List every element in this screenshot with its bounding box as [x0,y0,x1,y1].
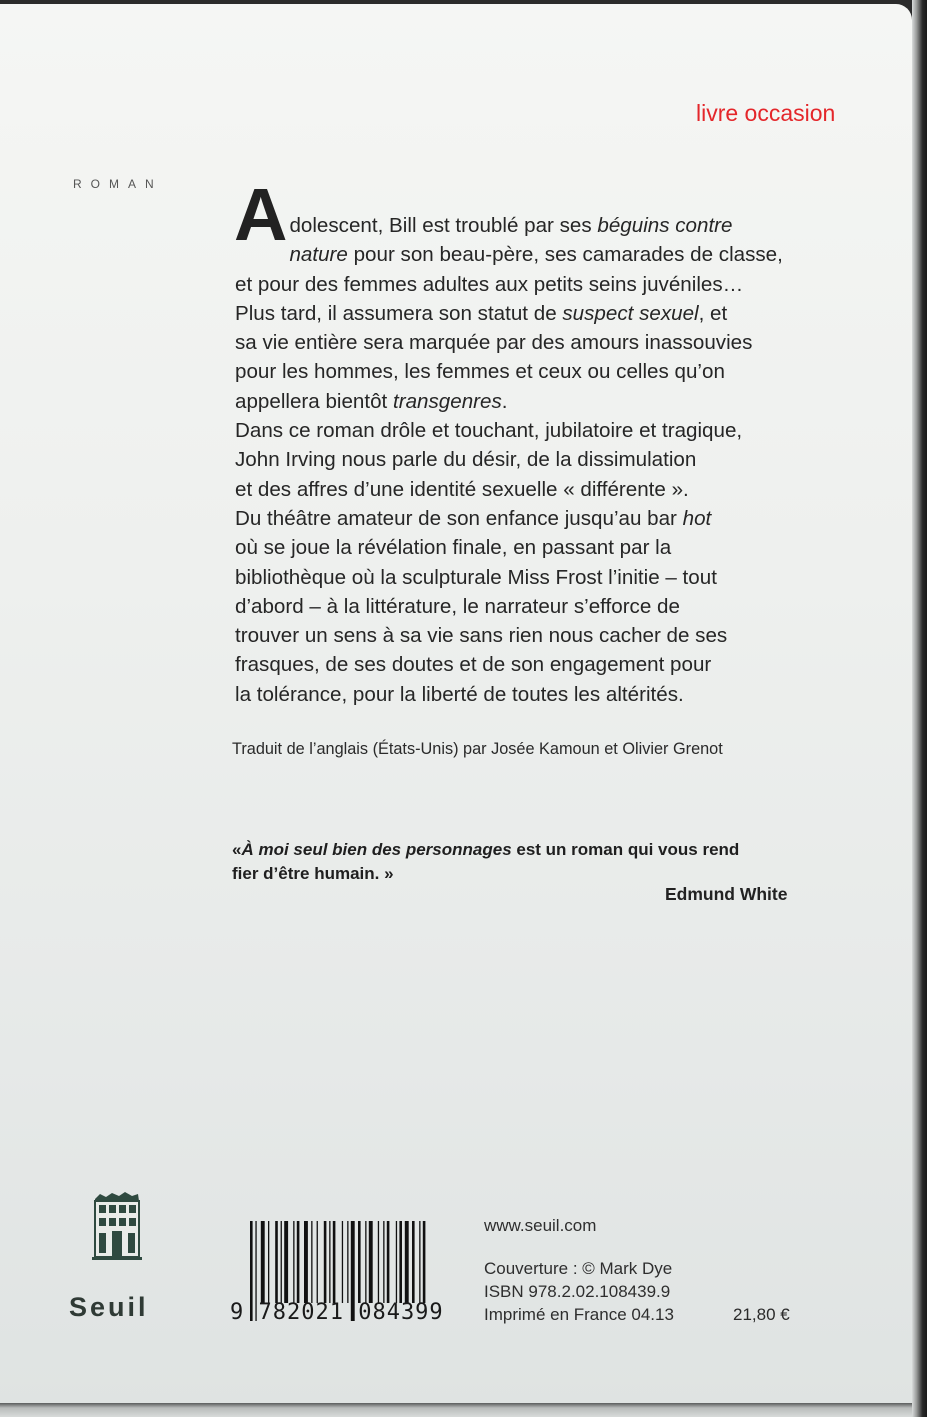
translator-credit: Traduit de l’anglais (États-Unis) par Josée Kamoun et Olivier Grenot [232,740,723,758]
blurb-line: et pour des femmes adultes aux petits seins juvéniles… [235,272,744,296]
blurb-line: sa vie entière sera marquée par des amours inassouvies [235,331,753,355]
quote-open: « [232,840,242,859]
building-icon [92,1191,142,1263]
drop-cap: A [234,173,288,256]
blurb-line: appellera bientôt transgenres. [235,389,508,413]
blurb-line: frasques, de ses doutes et de son engagement pour [235,653,712,677]
blurb-line: pour les hommes, les femmes et ceux ou celles qu’on [235,360,725,384]
blurb-line: nature pour son beau-père, ses camarades de classe, [289,243,783,267]
blurb-line: et des affres d’une identité sexuelle « différente ». [235,477,689,501]
review-quote [232,838,812,886]
publisher-website: www.seuil.com [484,1216,597,1235]
quote-line-2: fier d’être humain. » [232,864,394,883]
blurb-line: trouver un sens à sa vie sans rien nous cacher de ses [235,624,728,648]
blurb-line: où se joue la révélation finale, en passant par la [235,536,672,560]
quote-author: Edmund White [665,884,788,904]
blurb-line: Dans ce roman drôle et touchant, jubilatoire et tragique, [235,419,743,443]
genre-label: ROMAN [73,177,163,191]
blurb-text [234,173,825,709]
print-info: Imprimé en France 04.13 [484,1305,674,1324]
cover-credit: Couverture : © Mark Dye [484,1259,673,1278]
isbn: ISBN 978.2.02.108439.9 [484,1282,671,1301]
price: 21,80 € [733,1305,790,1324]
blurb-line: bibliothèque où la sculpturale Miss Frost l’initie – tout [235,565,717,589]
quote-book-title: À moi seul bien des personnages [241,840,512,859]
book-spine-edge [912,0,927,1417]
blurb-line: John Irving nous parle du désir, de la dissimulation [235,448,697,472]
used-book-label: livre occasion [696,100,836,126]
publisher-name: Seuil [69,1292,149,1322]
blurb-lines [234,173,825,709]
blurb-line: la tolérance, pour la liberté de toutes les altérités. [235,682,684,706]
blurb-line: dolescent, Bill est troublé par ses béguins contre [289,214,733,237]
quote-rest: est un roman qui vous rend [511,840,740,859]
blurb-line: d’abord – à la littérature, le narrateur s’efforce de [235,594,680,618]
blurb-line: Du théâtre amateur de son enfance jusqu’au bar hot [235,506,712,530]
barcode-number: 9 782021 084399 [230,1300,444,1325]
blurb-line: Plus tard, il assumera son statut de suspect sexuel, et [235,301,728,325]
book-bottom-edge [0,1403,912,1417]
